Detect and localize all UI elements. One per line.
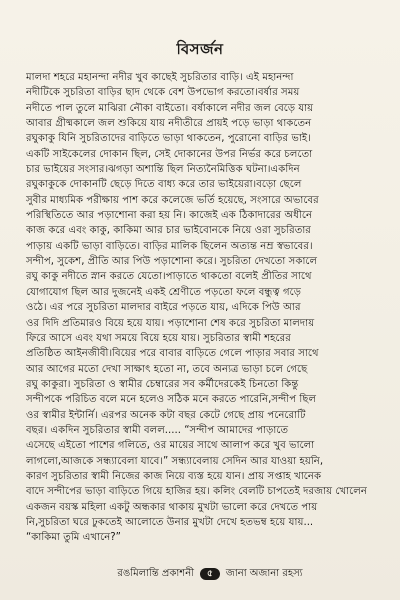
text-line: বাদে সন্দীপের ভাড়া বাড়িতে গিয়ে হাজির হয়। কলিং বেলটি চাপতেই দরজায় খোলেন xyxy=(26,486,367,498)
text-line: যোগাযোগ ছিল আর দুজনেই একই শ্রেণীতে পড়তো ফলে বন্ধুত্ব গড়ে xyxy=(26,286,301,298)
page-number-badge: ৫ xyxy=(200,568,220,580)
text-line: পাড়ায় একটি ভাড়া বাড়িতে। বাড়ির মালিক ছিলেন অত্যন্ত নম্র স্বভাবের। xyxy=(26,240,313,252)
publisher-name: রঙমিলান্তি প্রকাশনী xyxy=(117,567,195,579)
text-line: ওর দিদি প্রতিমারও বিয়ে হয়ে যায়। পড়াশোনা শেষ করে সুচরিতা মালদায় xyxy=(26,317,315,329)
text-line: একটি সাইকেলের দোকান ছিল, সেই দোকানের উপর নির্ভর করে চলতো xyxy=(26,148,313,160)
text-line: “কাকিমা তুমি এখানে?” xyxy=(26,532,121,544)
text-line: রঘুকাকুকে দোকানটি ছেড়ে দিতে বাধ্য করে তার ভাইয়েরা।বড়ো ছেলে xyxy=(26,179,302,191)
text-line: মালদা শহরে মহানন্দা নদীর খুব কাছেই সুচরিতার বাড়ি। এই মহানন্দা xyxy=(26,72,294,83)
text-line: নদীটিকে সুচরিতা বাড়ির ছাদ থেকে বেশ উপভোগ করতো।বর্ষার সময় xyxy=(26,87,300,99)
text-line: কারণ সুচরিতার স্বামী নিজের কাজ নিয়ে ব্যস্ত হয়ে যান। প্রায় সপ্তাহ খানেক xyxy=(26,470,322,482)
text-line: নি,সুচরিতা ঘরে ঢুকতেই আলোতে উনার মুখটা দেখে হতভম্ব হয়ে যায়... xyxy=(26,516,314,528)
text-line: প্রতিষ্ঠিত আইনজীবী।বিয়ের পরে বাবার বাড়িতে গেলে পাড়ার সবার সাথে xyxy=(26,348,319,360)
text-line: লাগলো,আজকে সন্ধ্যাবেলা যাবে।” সন্ধ্যাবেলায় সেদিন আর যাওয়া হয়নি, xyxy=(26,455,324,467)
book-title: জানা অজানা রহস্য xyxy=(225,567,303,579)
text-line: সন্দীপ, সুকেশ, প্রীতি আর পিউ পড়াশোনা করে। সুচরিতা দেখতো সকালে xyxy=(26,256,318,268)
text-line: আর আগের মতো দেখা সাক্ষাৎ হতো না, তবে অন্যত্র ভাড়া চলে গেছে xyxy=(26,363,308,375)
chapter-title: বিসর্জন xyxy=(176,40,224,58)
page-footer xyxy=(60,566,360,582)
body-text xyxy=(26,70,386,548)
text-line: পরিস্থিতিতে আর পড়াশোনা করা হয় নি। কাজেই এক ঠিকাদারের অধীনে xyxy=(26,210,313,222)
text-line: বছর। একদিন সুচরিতার স্বামী বলল..... “সন্দীপ আমাদের পাড়াতে xyxy=(26,424,289,436)
text-line: ফিরে আসে এবং যথা সময়ে বিয়ে হয়ে যায়। সুচরিতার স্বামী শহরের xyxy=(26,332,291,344)
text-line: কাজ করে এবং কাকু, কাকিমা আর চার ভাইবোনকে নিয়ে ওরা সুচরিতার xyxy=(26,225,311,237)
text-line: চার ভাইয়ের সংসার।ঝগড়া অশান্তি ছিল নিত্যনৈমিত্তিক ঘটনা।একদিন xyxy=(26,164,300,176)
text-line: আবার গ্রীষ্মকালে জল শুকিয়ে যায় নদীতীরে প্রায়ই পড়ে ভাড়া থাকতেন xyxy=(26,118,312,130)
text-line: এসেছে এইতো পাশের গলিতে, ওর মায়ের সাথে আলাপ করে খুব ভালো xyxy=(26,440,315,452)
text-line: ওর স্বামীর ইন্টার্নি। এরপর অনেক কটা বছর কেটে গেছে প্রায় পনেরোটি xyxy=(26,409,306,421)
text-line: একজন বয়স্ক মহিলা একটু অন্ধকার থাকায় মুখটা ভালো করে দেখতে পায় xyxy=(26,501,318,513)
text-line: সুবীর মাধ্যমিক পরীক্ষায় পাশ করে কলেজে ভর্তি হয়েছে, সংসারে অভাবের xyxy=(26,194,319,206)
text-line: নদীতে পাল তুলে মাঝিরা নৌকা বাইতো। বর্ষাকালে নদীর জল বেড়ে যায় xyxy=(26,102,314,114)
text-line: রঘু কাকুরা। সুচরিতা ও স্বামীর চেম্বারের সব কর্মীদেরকেই চিনতো কিন্তু xyxy=(26,378,299,390)
text-line: সন্দীপকে পরিচিত বলে মনে হলেও সঠিক মনে করতে পারেনি,সন্দীপ ছিল xyxy=(26,394,317,406)
text-line: রঘুকাকু যিনি সুচরিতাদের বাড়িতে ভাড়া থাকতেন, পুরোনো বাড়ির ভাই। xyxy=(26,133,311,145)
text-line: ওঠে। এর পরে সুচরিতা মালদার বাইরে পড়তে যায়, এদিকে পিউ আর xyxy=(26,302,301,314)
text-line: রঘু কাকু নদীতে স্নান করতে যেতো।পাড়াতে থাকতো বলেই প্রীতির সাথে xyxy=(26,271,312,283)
